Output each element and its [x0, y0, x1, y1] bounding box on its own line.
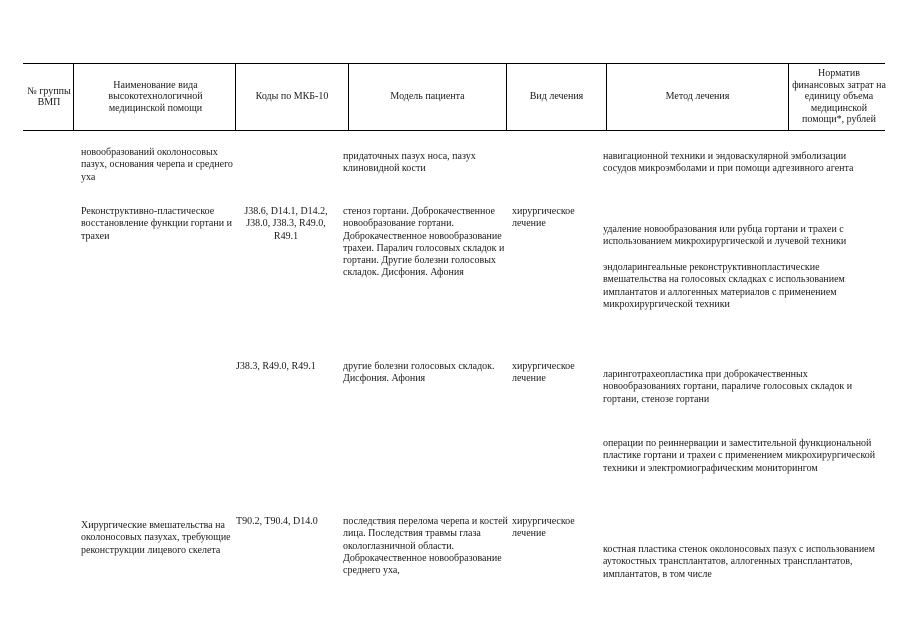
header-care-type-name: Наименование вида высокотехнологичной медицинской помощи: [108, 79, 203, 114]
header-treatment-type: Вид лечения: [529, 91, 584, 103]
care-type-name: новообразований околоносовых пазух, основания черепа и среднего уха: [81, 147, 233, 183]
treatment-method: эндоларингеальные реконструктивнопластические вмешательства на голосовых складках с использованием имплантатов и аллогенных материалов с применением микрохирургической техники: [603, 262, 845, 310]
header-cost-norm: Норматив финансовых затрат на единицу объема медицинской помощи*, рублей: [792, 68, 886, 126]
treatment-type: хирургическое лечение: [512, 361, 575, 385]
column-divider: [73, 64, 74, 130]
header-patient-model: Модель пациента: [390, 91, 465, 103]
treatment-method: ларинготрахеопластика при доброкачественных новообразованиях гортани, параличе голосовых складок и гортани, стенозе гортани: [603, 369, 853, 405]
icd-codes: T90.2, T90.4, D14.0: [236, 516, 318, 527]
icd-codes: J38.6, D14.1, D14.2, J38.0, J38.3, R49.0, R49.1: [244, 206, 328, 242]
treatment-method: операции по реиннервации и заместительной функциональной пластике гортани и трахеи с применением микрохирургической техники и электромиографическим мониторингом: [603, 438, 876, 474]
column-divider: [788, 64, 789, 130]
treatment-method: навигационной техники и эндоваскулярной эмболизации сосудов микроэмболами и при помощи адгезивного агента: [603, 151, 854, 175]
header-group-number: № группы ВМП: [27, 85, 71, 108]
treatment-type: хирургическое лечение: [512, 516, 575, 540]
care-type-name: Реконструктивно-пластическое восстановление функции гортани и трахеи: [81, 206, 232, 242]
patient-model: стеноз гортани. Доброкачественное новообразование гортани. Доброкачественное новообразование трахеи. Паралич голосовых складок и гортани. Другие болезни голосовых складок. Дисфония. Афония: [343, 206, 505, 279]
header-treatment-method: Метод лечения: [665, 91, 730, 103]
table-header: [23, 63, 885, 131]
patient-model: другие болезни голосовых складок. Дисфония. Афония: [343, 361, 495, 385]
treatment-type: хирургическое лечение: [512, 206, 575, 230]
icd-codes: J38.3, R49.0, R49.1: [236, 361, 316, 372]
treatment-method: костная пластика стенок околоносовых пазух с использованием аутокостных трансплантатов, аллогенных трансплантатов, имплантатов, в том числе: [603, 544, 875, 580]
header-icd-codes: Коды по МКБ-10: [255, 91, 329, 103]
care-type-name: Хирургические вмешательства на околоносовых пазухах, требующие реконструкции лицевого скелета: [81, 520, 231, 556]
patient-model: последствия перелома черепа и костей лица. Последствия травмы глаза окологлазничной области. Доброкачественное новообразование среднего уха,: [343, 516, 508, 577]
treatment-method: удаление новообразования или рубца гортани и трахеи с использованием микрохирургической и лучевой техники: [603, 224, 847, 248]
patient-model: придаточных пазух носа, пазух клиновидной кости: [343, 151, 476, 175]
